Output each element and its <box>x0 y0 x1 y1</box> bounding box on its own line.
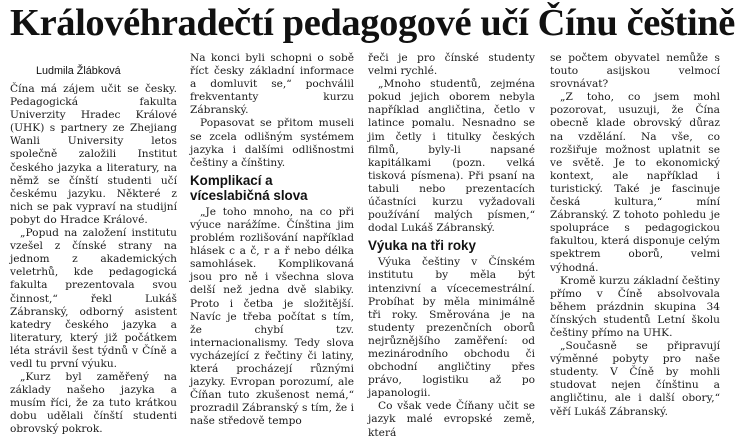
headline: Královéhradečtí pedagogové učí Čínu češtině <box>10 2 735 44</box>
article-paragraph: „Popud na založení institutu vzešel z čínské strany na jednom z akademických veletrhů, kde pedagogická fakulta prezentovala svou činnost,“ řekl Lukáš Zábranský, odborný asistent katedry českého jazyka a literatury, který již počátkem léta strávil šest týdnů v Číně a vedl tu první výuku. <box>10 227 177 370</box>
article-paragraph: Čína má zájem učit se česky. Pedagogická fakulta Univerzity Hradec Králové (UHK) s partnery ze Zhejiang Wanli University letos společně založili Institut českého jazyka a literatury, na němž se čínští studenti učí českému jazyku. Některé z nich se pak vypraví na studijní pobyt do Hradce Králové. <box>10 83 177 226</box>
article-paragraph: Kromě kurzu základní češtiny přímo v Číně absolvovala během prázdnin skupina 34 čínských studentů Letní školu češtiny přímo na UHK. <box>550 274 720 339</box>
article-paragraph: „Kurz byl zaměřený na základy našeho jazyka a musím říci, že za tuto krátkou dobu udělali čínští studenti obrovský pokrok. <box>10 371 177 436</box>
article-paragraph: Popasovat se přitom museli se zcela odlišným systémem jazyka i dalšími odlišnostmi češtiny a čínštiny. <box>190 117 354 169</box>
article-paragraph: se počtem obyvatel nemůže s touto asijskou velmocí srovnávat? <box>550 52 720 91</box>
article-paragraph: řeči je pro čínské studenty velmi rychlé. <box>368 52 535 78</box>
article-paragraph: Výuka češtiny v Čínském institutu by měla být intenzivní a víceсеmestrální. Probíhat by měla minimálně tři roky. Směrována je na studenty prezenčních oborů nejrůznějšího zaměření: od mezinárodního obchodu či obchodní angličtiny přes právo, logistiku až po japanologii. <box>368 256 535 400</box>
article-paragraph: „Současně se připravují výměnné pobyty pro naše studenty. V Číně by mohli studovat nejen čínštinu a angličtinu, ale i další obory,“ věří Lukáš Zábranský. <box>550 340 720 418</box>
article-paragraph: „Je toho mnoho, na co při výuce narážíme. Čínština jim problém rozlišování například hlásek c a č, r a ř nebo délka samohlásek. Komplikovaná jsou pro ně i všechna slova delší než jedna dvě slabiky. Proto i četba je složitější. Navíc je třeba počítat s tím, že chybí tzv. internacionalismy. Tedy slova vycházející z řečtiny či latiny, která procházejí různými jazyky. Evropan porozumí, ale Číňan tuto zkušenost nemá,“ prozradil Zábranský s tím, že i naše středově tempo <box>190 205 354 428</box>
section-heading: Výuka na tři roky <box>368 238 476 254</box>
article-paragraph: „Mnoho studentů, zejména pokud jejich oborem nebyla například angličtina, četlo v latince pomalu. Nesnadno se jim četly i titulky českých filmů, byly-li napsané kapitálkami (pozn. velká tisková písmena). Při psaní na tabuli nebo prezentacích účastníci kurzu vyžadovali používání malých písmen,“ dodal Lukáš Zábranský. <box>368 78 535 235</box>
section-heading: Komplikací a víceslabičná slova <box>190 172 308 203</box>
article-column-2 <box>190 52 354 428</box>
article-column-4 <box>550 52 720 418</box>
byline: Ludmila Žlábková <box>36 65 121 77</box>
article-paragraph: „Z toho, co jsem mohl pozorovat, usuzuji, že Čína obecně klade obrovský důraz na vzdělání. Na vše, co rozšiřuje možnost uplatnit se ve světě. Je to ekonomický kontext, ale například i turistický. Také je fascinuje česká kultura,“ míní Zábranský. Z tohoto pohledu je spolupráce s pedagogickou fakultou, která disponuje celým spektrem oborů, velmi výhodná. <box>550 91 720 274</box>
article-column-1 <box>10 83 177 443</box>
article-paragraph: Na konci byli schopni o sobě říct česky základní informace a domluvit se,“ pochválil frekventanty kurzu Zábranský. <box>190 52 354 117</box>
article-column-3 <box>368 52 535 439</box>
article-paragraph: Co však vede Číňany učit se jazyk malé evropské země, která <box>368 400 535 439</box>
